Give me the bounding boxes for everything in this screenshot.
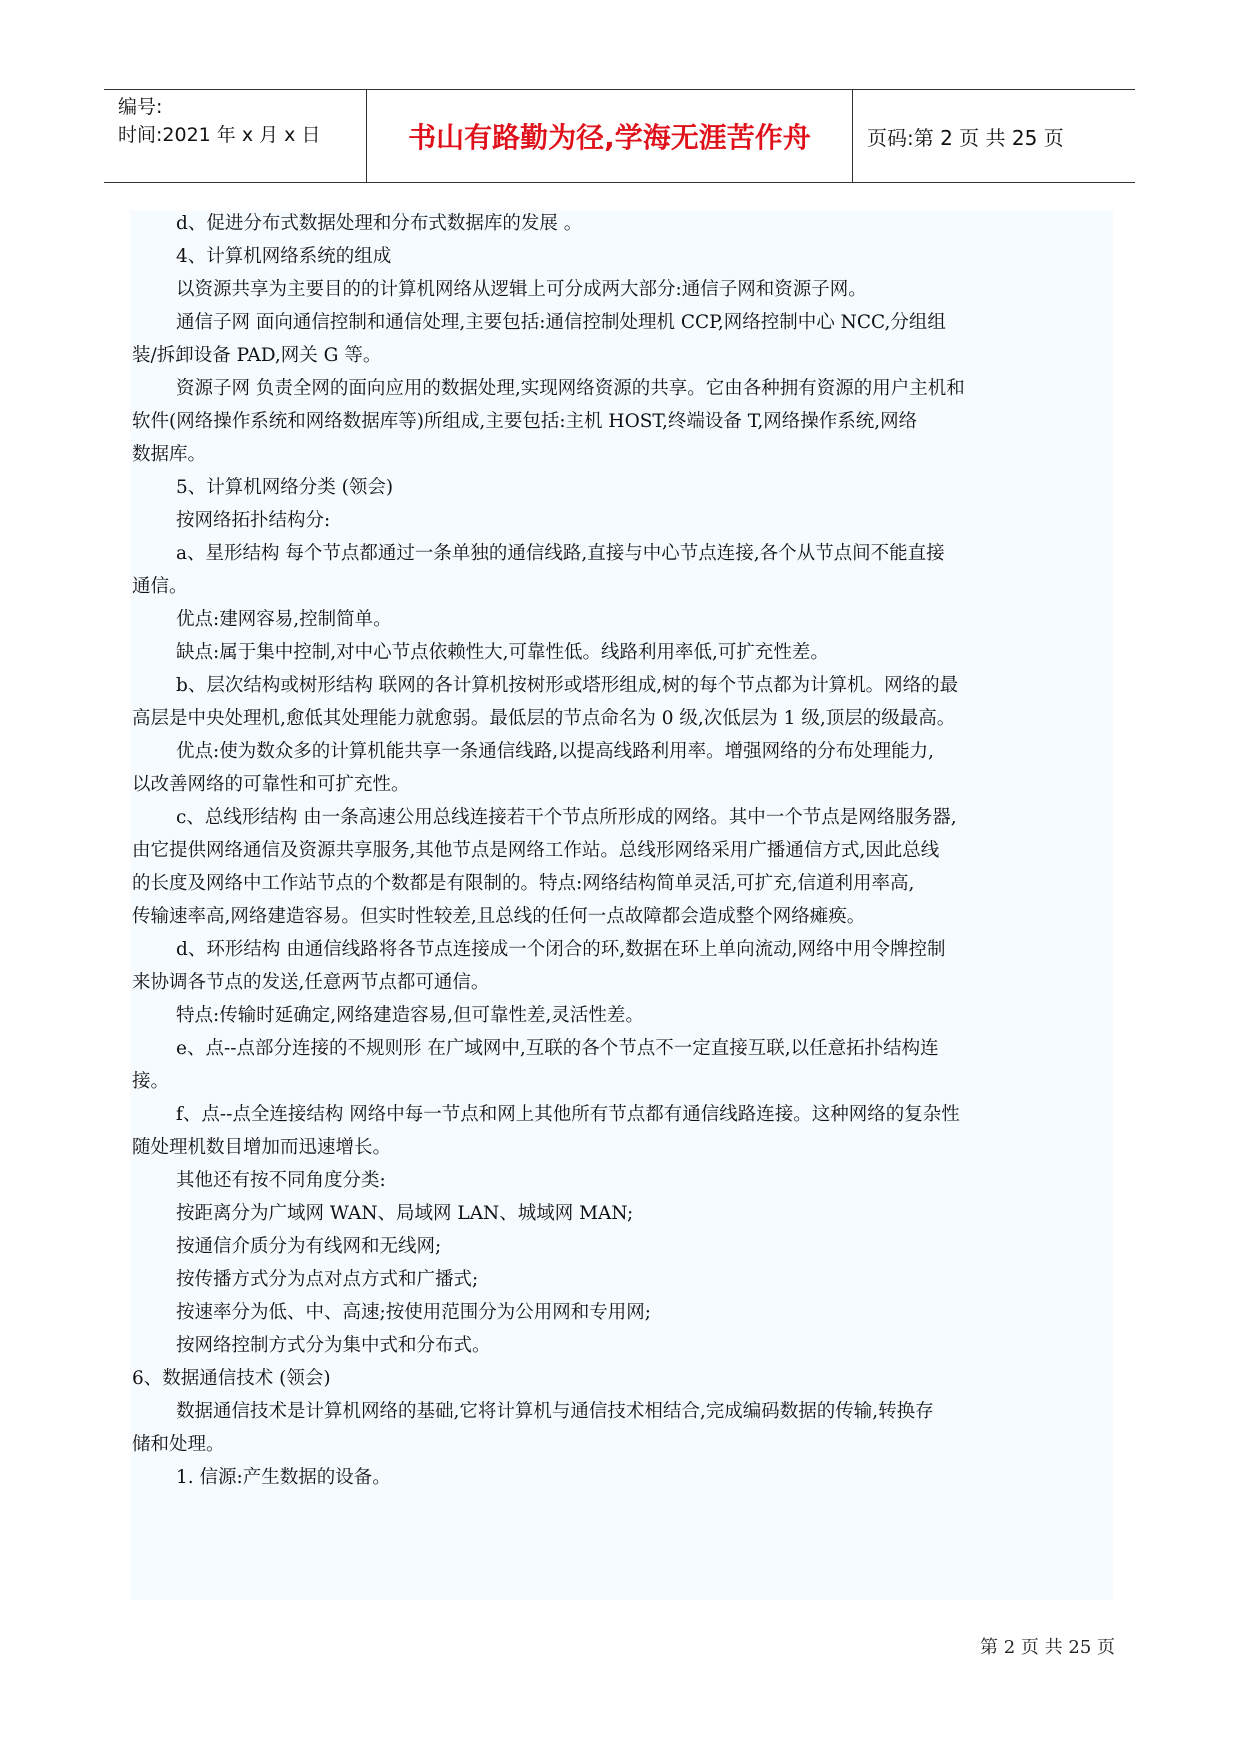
body-line: e、点--点部分连接的不规则形 在广域网中,互联的各个节点不一定直接互联,以任意拓扑结构连 — [176, 1038, 939, 1059]
section-heading: 6、数据通信技术 (领会) — [132, 1368, 331, 1389]
body-line: d、促进分布式数据处理和分布式数据库的发展 。 — [176, 213, 583, 234]
document-body — [130, 210, 1113, 1600]
body-line: 接。 — [132, 1071, 170, 1092]
body-line: 按通信介质分为有线网和无线网; — [176, 1236, 442, 1257]
body-line: 传输速率高,网络建造容易。但实时性较差,且总线的任何一点故障都会造成整个网络瘫痪。 — [132, 906, 866, 927]
body-line: 其他还有按不同角度分类: — [176, 1170, 386, 1191]
body-line: c、总线形结构 由一条高速公用总线连接若干个节点所形成的网络。其中一个节点是网络服务器, — [176, 807, 957, 828]
body-line: 以资源共享为主要目的的计算机网络从逻辑上可分成两大部分:通信子网和资源子网。 — [176, 279, 867, 300]
body-line: 以改善网络的可靠性和可扩充性。 — [132, 774, 410, 795]
section-heading: 5、计算机网络分类 (领会) — [176, 477, 394, 498]
body-line: 的长度及网络中工作站节点的个数都是有限制的。特点:网络结构简单灵活,可扩充,信道利用率高, — [132, 873, 915, 894]
header-number-label: 编号: — [118, 96, 163, 118]
header-motto-cell — [367, 90, 853, 182]
header-motto: 书山有路勤为径,学海无涯苦作舟 — [408, 121, 811, 154]
body-line: 按网络拓扑结构分: — [176, 510, 331, 531]
body-line: 按网络控制方式分为集中式和分布式。 — [176, 1335, 491, 1356]
body-line: 通信。 — [132, 576, 188, 597]
body-line: a、星形结构 每个节点都通过一条单独的通信线路,直接与中心节点连接,各个从节点间不能直接 — [176, 543, 945, 564]
section-heading: 4、计算机网络系统的组成 — [176, 246, 392, 267]
body-line: b、层次结构或树形结构 联网的各计算机按树形或塔形组成,树的每个节点都为计算机。网络的最 — [176, 675, 959, 696]
body-line: 软件(网络操作系统和网络数据库等)所组成,主要包括:主机 HOST,终端设备 T,网络操作系统,网络 — [132, 411, 918, 432]
body-line: 按传播方式分为点对点方式和广播式; — [176, 1269, 479, 1290]
header-time-label: 时间:2021 年 x 月 x 日 — [118, 124, 321, 146]
body-line: 数据通信技术是计算机网络的基础,它将计算机与通信技术相结合,完成编码数据的传输,转换存 — [176, 1401, 934, 1422]
page-header — [104, 89, 1135, 183]
page-footer: 第 2 页 共 25 页 — [980, 1637, 1115, 1658]
header-info-cell — [104, 90, 367, 182]
body-line: 按速率分为低、中、高速;按使用范围分为公用网和专用网; — [176, 1302, 651, 1323]
body-line: d、环形结构 由通信线路将各节点连接成一个闭合的环,数据在环上单向流动,网络中用令牌控制 — [176, 939, 946, 960]
body-line: 由它提供网络通信及资源共享服务,其他节点是网络工作站。总线形网络采用广播通信方式,因此总线 — [132, 840, 940, 861]
body-line: 通信子网 面向通信控制和通信处理,主要包括:通信控制处理机 CCP,网络控制中心 NCC,分组组 — [176, 312, 946, 333]
body-line: 高层是中央处理机,愈低其处理能力就愈弱。最低层的节点命名为 0 级,次低层为 1 级,顶层的级最高。 — [132, 708, 956, 729]
body-line: 优点:建网容易,控制简单。 — [176, 609, 392, 630]
body-line: 来协调各节点的发送,任意两节点都可通信。 — [132, 972, 490, 993]
header-page-cell — [853, 90, 1135, 182]
body-line: 随处理机数目增加而迅速增长。 — [132, 1137, 392, 1158]
body-line: 优点:使为数众多的计算机能共享一条通信线路,以提高线路利用率。增强网络的分布处理能力, — [176, 741, 934, 762]
body-line: 装/拆卸设备 PAD,网关 G 等。 — [132, 345, 382, 366]
body-line: 储和处理。 — [132, 1434, 225, 1455]
body-line: 1. 信源:产生数据的设备。 — [176, 1467, 391, 1488]
body-line: 资源子网 负责全网的面向应用的数据处理,实现网络资源的共享。它由各种拥有资源的用户主机和 — [176, 378, 965, 399]
body-line: 特点:传输时延确定,网络建造容易,但可靠性差,灵活性差。 — [176, 1005, 644, 1026]
header-page-code: 页码:第 2 页 共 25 页 — [867, 126, 1064, 150]
body-line: f、点--点全连接结构 网络中每一节点和网上其他所有节点都有通信线路连接。这种网络的复杂性 — [176, 1104, 960, 1125]
body-line: 数据库。 — [132, 444, 207, 465]
body-line: 缺点:属于集中控制,对中心节点依赖性大,可靠性低。线路利用率低,可扩充性差。 — [176, 642, 829, 663]
body-line: 按距离分为广域网 WAN、局域网 LAN、城域网 MAN; — [176, 1203, 634, 1224]
